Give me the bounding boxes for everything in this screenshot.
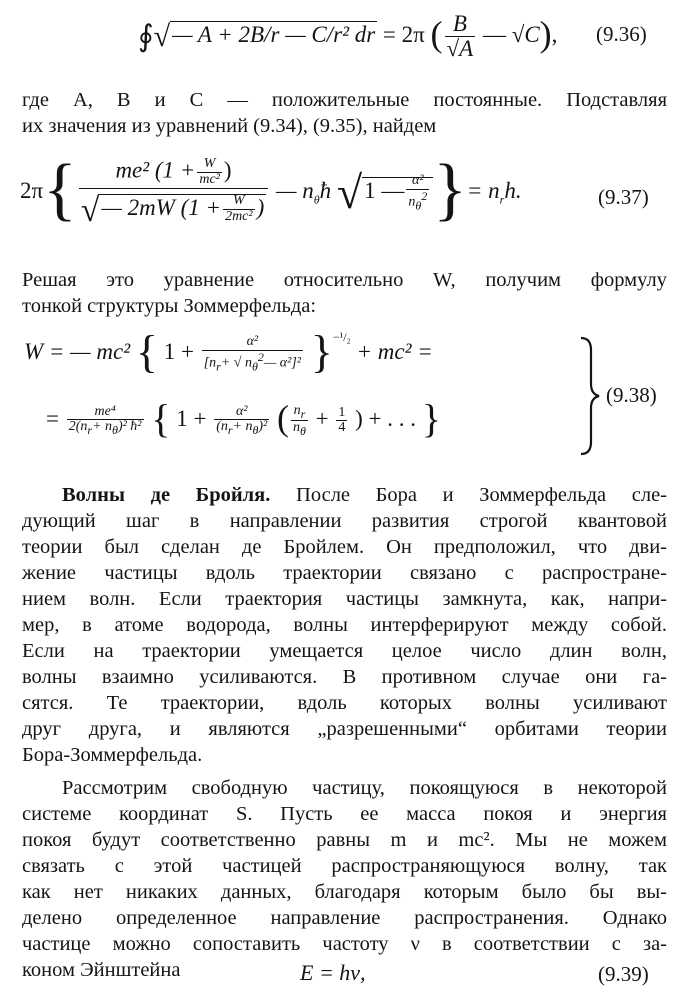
text-line: Рассмотрим свободную частицу, покоящуюся в некоторой xyxy=(62,777,667,799)
text-line: где A, B и C — положительные постоянные. Подставляя xyxy=(22,89,667,111)
text-line: волны взаимно усиливаются. В противном случае они га- xyxy=(22,666,667,688)
text-line: тонкой структуры Зоммерфельда: xyxy=(22,295,317,317)
equation-number-9-39: (9.39) xyxy=(598,962,649,986)
text-line: Решая это уравнение относительно W, получим формулу xyxy=(22,269,667,291)
text-line: Если на траектории умещается целое число длин волн, xyxy=(22,640,667,662)
right-brace-icon xyxy=(578,336,602,456)
equation-9-37: 2π{ me² (1 + $\frac{W}{\text{mc²}}$ ) √— 2mW (1 + $\frac{W}{\text{2mc²}}$ ) — $n_\theta ħ$ √1 — $\frac{\text{α²}}{n_\theta^2}$ }= $n_rh$. xyxy=(20,151,522,229)
text-line: их значения из уравнений (9.34), (9.35), найдем xyxy=(22,115,437,137)
text-line: как нет никаких данных, благодаря которым было бы вы- xyxy=(22,881,667,903)
equation-number-9-37: (9.37) xyxy=(598,185,649,209)
text-line: сятся. Те траектории, вдоль которых волны усиливают xyxy=(22,692,667,714)
text-line: частице можно сопоставить частоту ν в соответствии с за- xyxy=(22,933,667,955)
equation-9-38-row-1: W = — mc² { 1 + $\frac{\text{α²}}{[n_r+ √ n_\theta^2— \alpha^2]^2}$ }$^{-^1/_2}$ + mc² = xyxy=(24,326,433,377)
text-line: Бора-Зоммерфельда. xyxy=(22,744,203,766)
text-line: теории был сделан де Бройлем. Он предположил, что дви- xyxy=(22,536,667,558)
section-heading: Волны де Бройля. xyxy=(62,484,271,506)
text-line: дующий шаг в направлении развития строгой квантовой xyxy=(22,510,667,532)
text-line: связать с этой частицей распространяющуюся волну, так xyxy=(22,855,667,877)
text-line: друг друга, и являются „разрешенными“ орбитами теории xyxy=(22,718,667,740)
text-line: жение частицы вдоль траектории связано с распростране- xyxy=(22,562,667,584)
text-line: мер, в атоме водорода, волны интерферируют между собой. xyxy=(22,614,667,636)
section-first-line: Волны де Бройля. После Бора и Зоммерфельда сле- xyxy=(62,484,667,506)
equation-number-9-38: (9.38) xyxy=(606,383,657,407)
text-line: делено определенное направление распространения. Однако xyxy=(22,907,667,929)
text-line: коном Эйнштейна xyxy=(22,959,181,981)
text-line: нием волн. Если траектория частицы замкнута, как, напри- xyxy=(22,588,667,610)
equation-9-36: ∮√— A + 2B/r — C/r² dr = 2π ( $\frac{B}{√A}$ — √C), xyxy=(138,11,558,62)
equation-number-9-36: (9.36) xyxy=(596,22,647,46)
text-line: системе координат S. Пусть ее масса покоя и энергия xyxy=(22,803,667,825)
equation-9-39: E = hν, xyxy=(300,960,366,985)
text-line: покоя будут соответственно равны m и mc². Мы не можем xyxy=(22,829,667,851)
equation-9-38-row-2: = $\frac{\text{me⁴}}{2(n_r+ n_\theta)^2 ħ^2}$ { 1 + $\frac{\text{α²}}{(n_r+ n_\theta)^2}$ ( $\frac{n_r}{n_\theta}$ + $\frac{1}{4}$ ) + . . . } xyxy=(46,396,441,441)
